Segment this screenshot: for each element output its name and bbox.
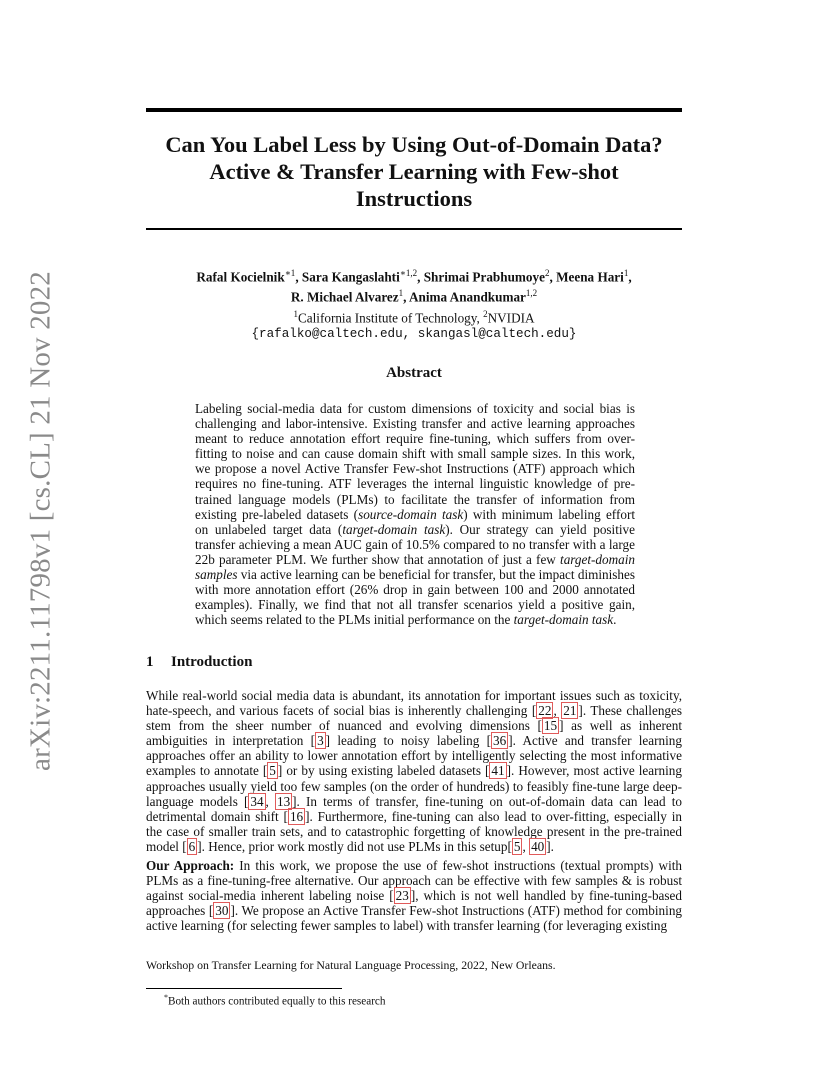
- author-name: Sara Kangaslahti: [301, 269, 400, 285]
- title-line: Instructions: [355, 186, 473, 211]
- section-number: 1: [146, 654, 154, 670]
- title-line: Active & Transfer Learning with Few-shot: [209, 159, 619, 184]
- arxiv-sidebar: [24, 270, 57, 772]
- author-name: R. Michael Alvarez: [290, 289, 399, 305]
- citation-link[interactable]: 3: [317, 733, 324, 749]
- footnote-rule: [146, 988, 342, 989]
- footnote-mark: *: [164, 993, 168, 1002]
- citation-link[interactable]: 5: [269, 763, 276, 779]
- citation-link[interactable]: 36: [493, 733, 507, 749]
- author-name: Shrimai Prabhumoye: [423, 269, 545, 285]
- author-affil-mark: ∗1: [284, 268, 296, 278]
- paper-title: [146, 131, 682, 212]
- citation-link[interactable]: 41: [491, 763, 505, 779]
- citation-link[interactable]: 6: [188, 838, 196, 854]
- intro-paragraph-1: While real-world social media data is abundant, its annotation for important issues such as toxicity, hate-speech, and various facets of social bias is inherently challenging [ 22 , 21 ]. These challenges stem from the sheer number of nuanced and evolving dimensions [ 15 ] as well as inherent ambiguities in interpretation [ 3 ] leading to noisy labeling [ 36 ]. Active and transfer learning approaches offer an ability to lower annotation effort by intelligently selecting the most informative examples to annotate [ 5 ] or by using existing labeled datasets [ 41 ]. However, most active learning approaches usually yield too few samples (on the order of hundreds) to feasibly fine-tune large deep-language models [ 34 , 13 ]. In terms of transfer, fine-tuning on out-of-domain data can lead to detrimental domain shift [ 16 ]. Furthermore, fine-tuning can also lead to over-fitting, especially in the case of smaller train sets, and to catastrophic forgetting of knowledge present in the pre-trained model [ 6 ]. Hence, prior work mostly did not use PLMs in this setup[ 5 , 40 ].: [146, 688, 683, 854]
- author-block: [146, 265, 682, 342]
- citation-link[interactable]: 21: [563, 703, 577, 719]
- author-affil-mark: ∗1,2: [399, 268, 418, 278]
- author-name: Meena Hari: [556, 269, 624, 285]
- affiliations: $^1$California Institute of Technology, $^2$NVIDIA: [293, 308, 535, 326]
- venue-note: Workshop on Transfer Learning for Natural Language Processing, 2022, New Orleans.: [146, 958, 556, 972]
- intro-paragraph-2: Our Approach: In this work, we propose the use of few-shot instructions (textual prompts) with PLMs as a fine-tuning-free alternative. Our approach can be effective with few samples & is robust against social-media inherent labeling noise [ 23 ], which is not well handled by fine-tuning-based approaches [ 30 ]. We propose an Active Transfer Few-shot Instructions (ATF) method for combining active learning (for selecting fewer samples to label) with transfer learning (for leveraging existing: [146, 858, 683, 934]
- author-affil-mark: 2: [544, 268, 550, 278]
- citation-link[interactable]: 23: [395, 888, 409, 904]
- author-affil-mark: 1: [623, 268, 629, 278]
- footnote-text: Both authors contributed equally to this research: [168, 995, 386, 1008]
- citation-link[interactable]: 13: [276, 793, 291, 809]
- section-title: Introduction: [171, 654, 253, 670]
- arxiv-identifier: arXiv:2211.11798v1 [cs.CL] 21 Nov 2022: [24, 270, 57, 772]
- citation-link[interactable]: 22: [538, 703, 552, 719]
- author-affil-mark: 1: [398, 288, 404, 299]
- author-emails: {rafalko@caltech.edu, skangasl@caltech.edu}: [251, 327, 577, 342]
- author-names-line-2: R. Michael Alvarez$^1$, Anima Anandkumar$^{1,2}$: [290, 288, 538, 305]
- paragraph-lead: Our Approach:: [146, 858, 235, 873]
- citation-link[interactable]: 40: [531, 838, 545, 854]
- footnote: [164, 993, 385, 1008]
- author-affil-mark: 1,2: [525, 288, 538, 299]
- title-top-rule: [146, 108, 682, 112]
- section-heading-introduction: [146, 654, 252, 671]
- citation-link[interactable]: 5: [513, 838, 521, 854]
- abstract-heading: Abstract: [386, 365, 442, 381]
- title-bottom-rule: [146, 228, 682, 230]
- citation-link[interactable]: 16: [289, 808, 304, 824]
- citation-link[interactable]: 15: [543, 718, 558, 734]
- author-name: Rafal Kocielnik: [196, 269, 285, 285]
- title-line: Can You Label Less by Using Out-of-Domain Data?: [165, 132, 663, 157]
- author-name: Anima Anandkumar: [409, 289, 526, 305]
- citation-link[interactable]: 34: [250, 793, 264, 809]
- author-names-line-1: Rafal Kocielnik$^{∗1}$, Sara Kangaslahti$^{∗1,2}$, Shrimai Prabhumoye$^2$, Meena Hari$^1$,: [196, 268, 632, 285]
- citation-link[interactable]: 30: [215, 903, 229, 919]
- abstract-text: Labeling social-media data for custom dimensions of toxicity and social bias is challenging and labor-intensive. Existing transfer and active learning approaches meant to reduce annotation effort require fine-tuning, which suffers from over-fitting to noise and can cause domain shift with small sample sizes. In this work, we propose a novel Active Transfer Few-shot Instructions (ATF) approach which requires no fine-tuning. ATF leverages the internal linguistic knowledge of pre-trained language models (PLMs) to facilitate the transfer of information from existing pre-labeled datasets (source-domain task) with minimum labeling effort on unlabeled target data (target-domain task). Our strategy can yield positive transfer achieving a mean AUC gain of 10.5% compared to no transfer with a large 22b parameter PLM. We further show that annotation of just a few target-domain samples via active learning can be beneficial for transfer, but the impact diminishes with more annotation effort (26% drop in gain between 100 and 2000 annotated examples). Finally, we find that not all transfer scenarios yield a positive gain, which seems related to the PLMs initial performance on the target-domain task.: [195, 401, 636, 628]
